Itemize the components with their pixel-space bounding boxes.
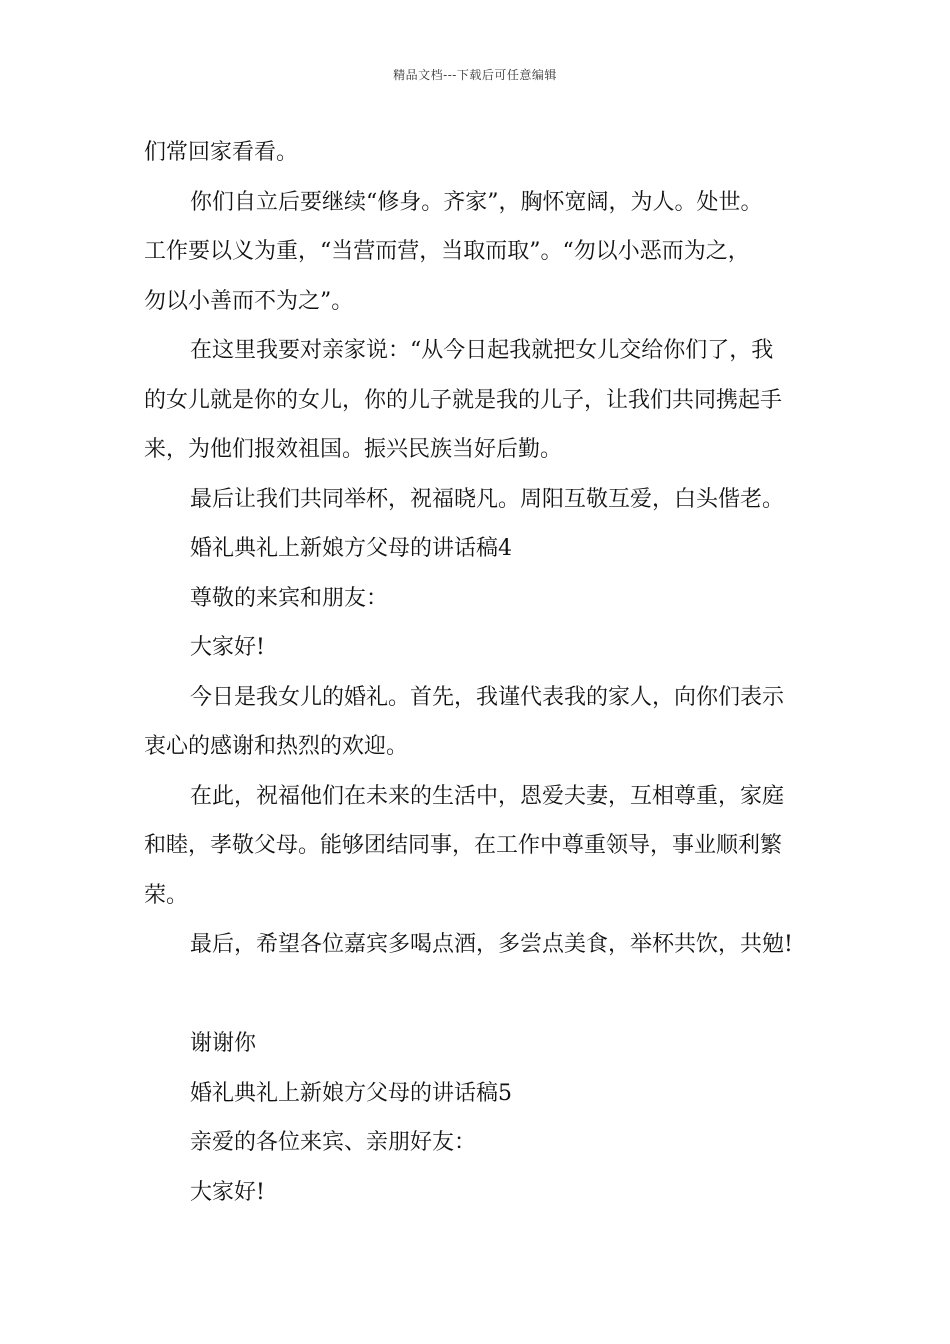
text-line: 的女儿就是你的女儿，你的儿子就是我的儿子，让我们共同携起手	[144, 387, 783, 413]
salutation: 亲爱的各位来宾、亲朋好友：	[190, 1130, 477, 1155]
text-line: 荣。	[144, 882, 189, 908]
paragraph-line: 你们自立后要继续“修身。齐家”，胸怀宽阔，为人。处世。	[190, 189, 763, 215]
paragraph-line: 在此，祝福他们在未来的生活中，恩爱夫妻，互相尊重，家庭	[190, 783, 785, 809]
page-header: 精品文档---下载后可任意编辑	[393, 68, 557, 82]
text-line: 们常回家看看。	[144, 140, 299, 165]
section-title: 婚礼典礼上新娘方父母的讲话稿4	[190, 536, 512, 561]
document-body	[144, 128, 808, 1217]
blank-line	[144, 970, 808, 1020]
paragraph-line: 今日是我女儿的婚礼。首先，我谨代表我的家人，向你们表示	[190, 684, 785, 710]
paragraph-line: 最后让我们共同举杯，祝福晓凡。周阳互敬互爱，白头偕老。	[190, 486, 785, 512]
text-line: 工作要以义为重，“当营而营，当取而取”。“勿以小恶而为之，	[144, 239, 750, 264]
text-line: 来，为他们报效祖国。振兴民族当好后勤。	[144, 437, 563, 462]
text-line: 勿以小善而不为之”。	[144, 288, 354, 314]
greeting: 大家好!	[190, 1179, 265, 1205]
paragraph-line: 在这里我要对亲家说：“从今日起我就把女儿交给你们了，我	[190, 338, 774, 363]
salutation: 尊敬的来宾和朋友：	[190, 585, 389, 611]
greeting: 大家好!	[190, 635, 265, 660]
text-line: 衷心的感谢和热烈的欢迎。	[144, 734, 409, 759]
section-title: 婚礼典礼上新娘方父母的讲话稿5	[190, 1080, 512, 1106]
text-line: 和睦，孝敬父母。能够团结同事，在工作中尊重领导，事业顺利繁	[144, 833, 783, 858]
closing-line: 谢谢你	[190, 1031, 257, 1056]
paragraph-line: 最后，希望各位嘉宾多喝点酒，多尝点美食，举杯共饮，共勉!	[190, 932, 793, 957]
